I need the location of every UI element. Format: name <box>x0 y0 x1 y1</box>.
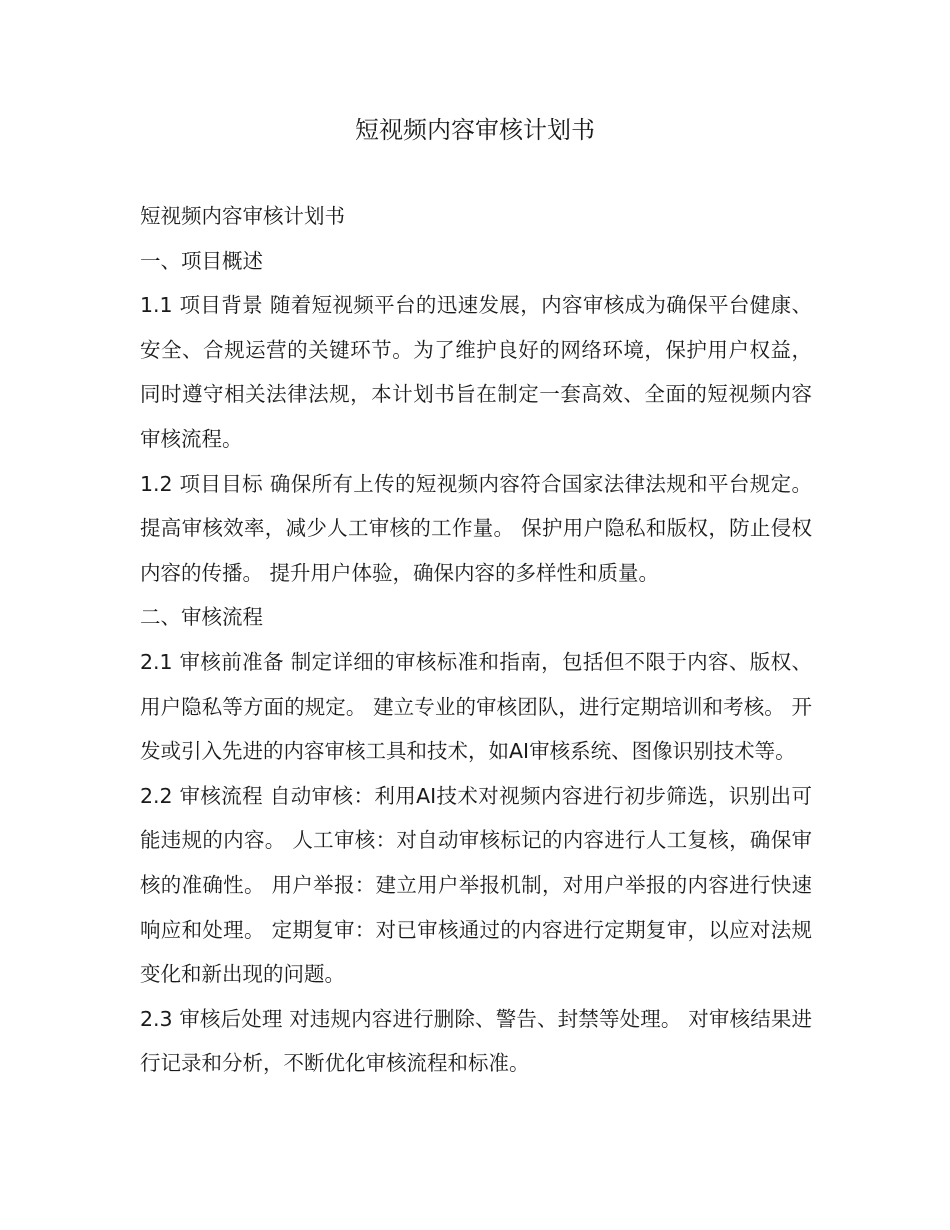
doc-subtitle: 短视频内容审核计划书 <box>140 204 345 228</box>
document-body <box>140 194 812 1086</box>
paragraph-2-1: 2.1 审核前准备 制定详细的审核标准和指南，包括但不限于内容、版权、用户隐私等方面的规定。 建立专业的审核团队，进行定期培训和考核。 开发或引入先进的内容审核工具和技术，如AI审核系统、图像识别技术等。 <box>140 649 812 764</box>
paragraph-1-1: 1.1 项目背景 随着短视频平台的迅速发展，内容审核成为确保平台健康、安全、合规运营的关键环节。为了维护良好的网络环境，保护用户权益，同时遵守相关法律法规，本计划书旨在制定一套高效、全面的短视频内容审核流程。 <box>140 293 812 451</box>
section-heading-process: 二、审核流程 <box>140 605 263 630</box>
paragraph-1-2: 1.2 项目目标 确保所有上传的短视频内容符合国家法律法规和平台规定。 提高审核效率，减少人工审核的工作量。 保护用户隐私和版权，防止侵权内容的传播。 提升用户体验，确保内容的多样性和质量。 <box>140 471 812 585</box>
paragraph-2-2: 2.2 审核流程 自动审核：利用AI技术对视频内容进行初步筛选，识别出可能违规的内容。 人工审核：对自动审核标记的内容进行人工复核，确保审核的准确性。 用户举报：建立用户举报机制，对用户举报的内容进行快速响应和处理。 定期复审：对已审核通过的内容进行定期复审，以应对法规变化和新出现的问题。 <box>140 783 812 987</box>
document-title: 短视频内容审核计划书 <box>355 116 595 144</box>
section-heading-overview: 一、项目概述 <box>140 248 263 273</box>
paragraph-2-3: 2.3 审核后处理 对违规内容进行删除、警告、封禁等处理。 对审核结果进行记录和分析，不断优化审核流程和标准。 <box>140 1006 812 1076</box>
